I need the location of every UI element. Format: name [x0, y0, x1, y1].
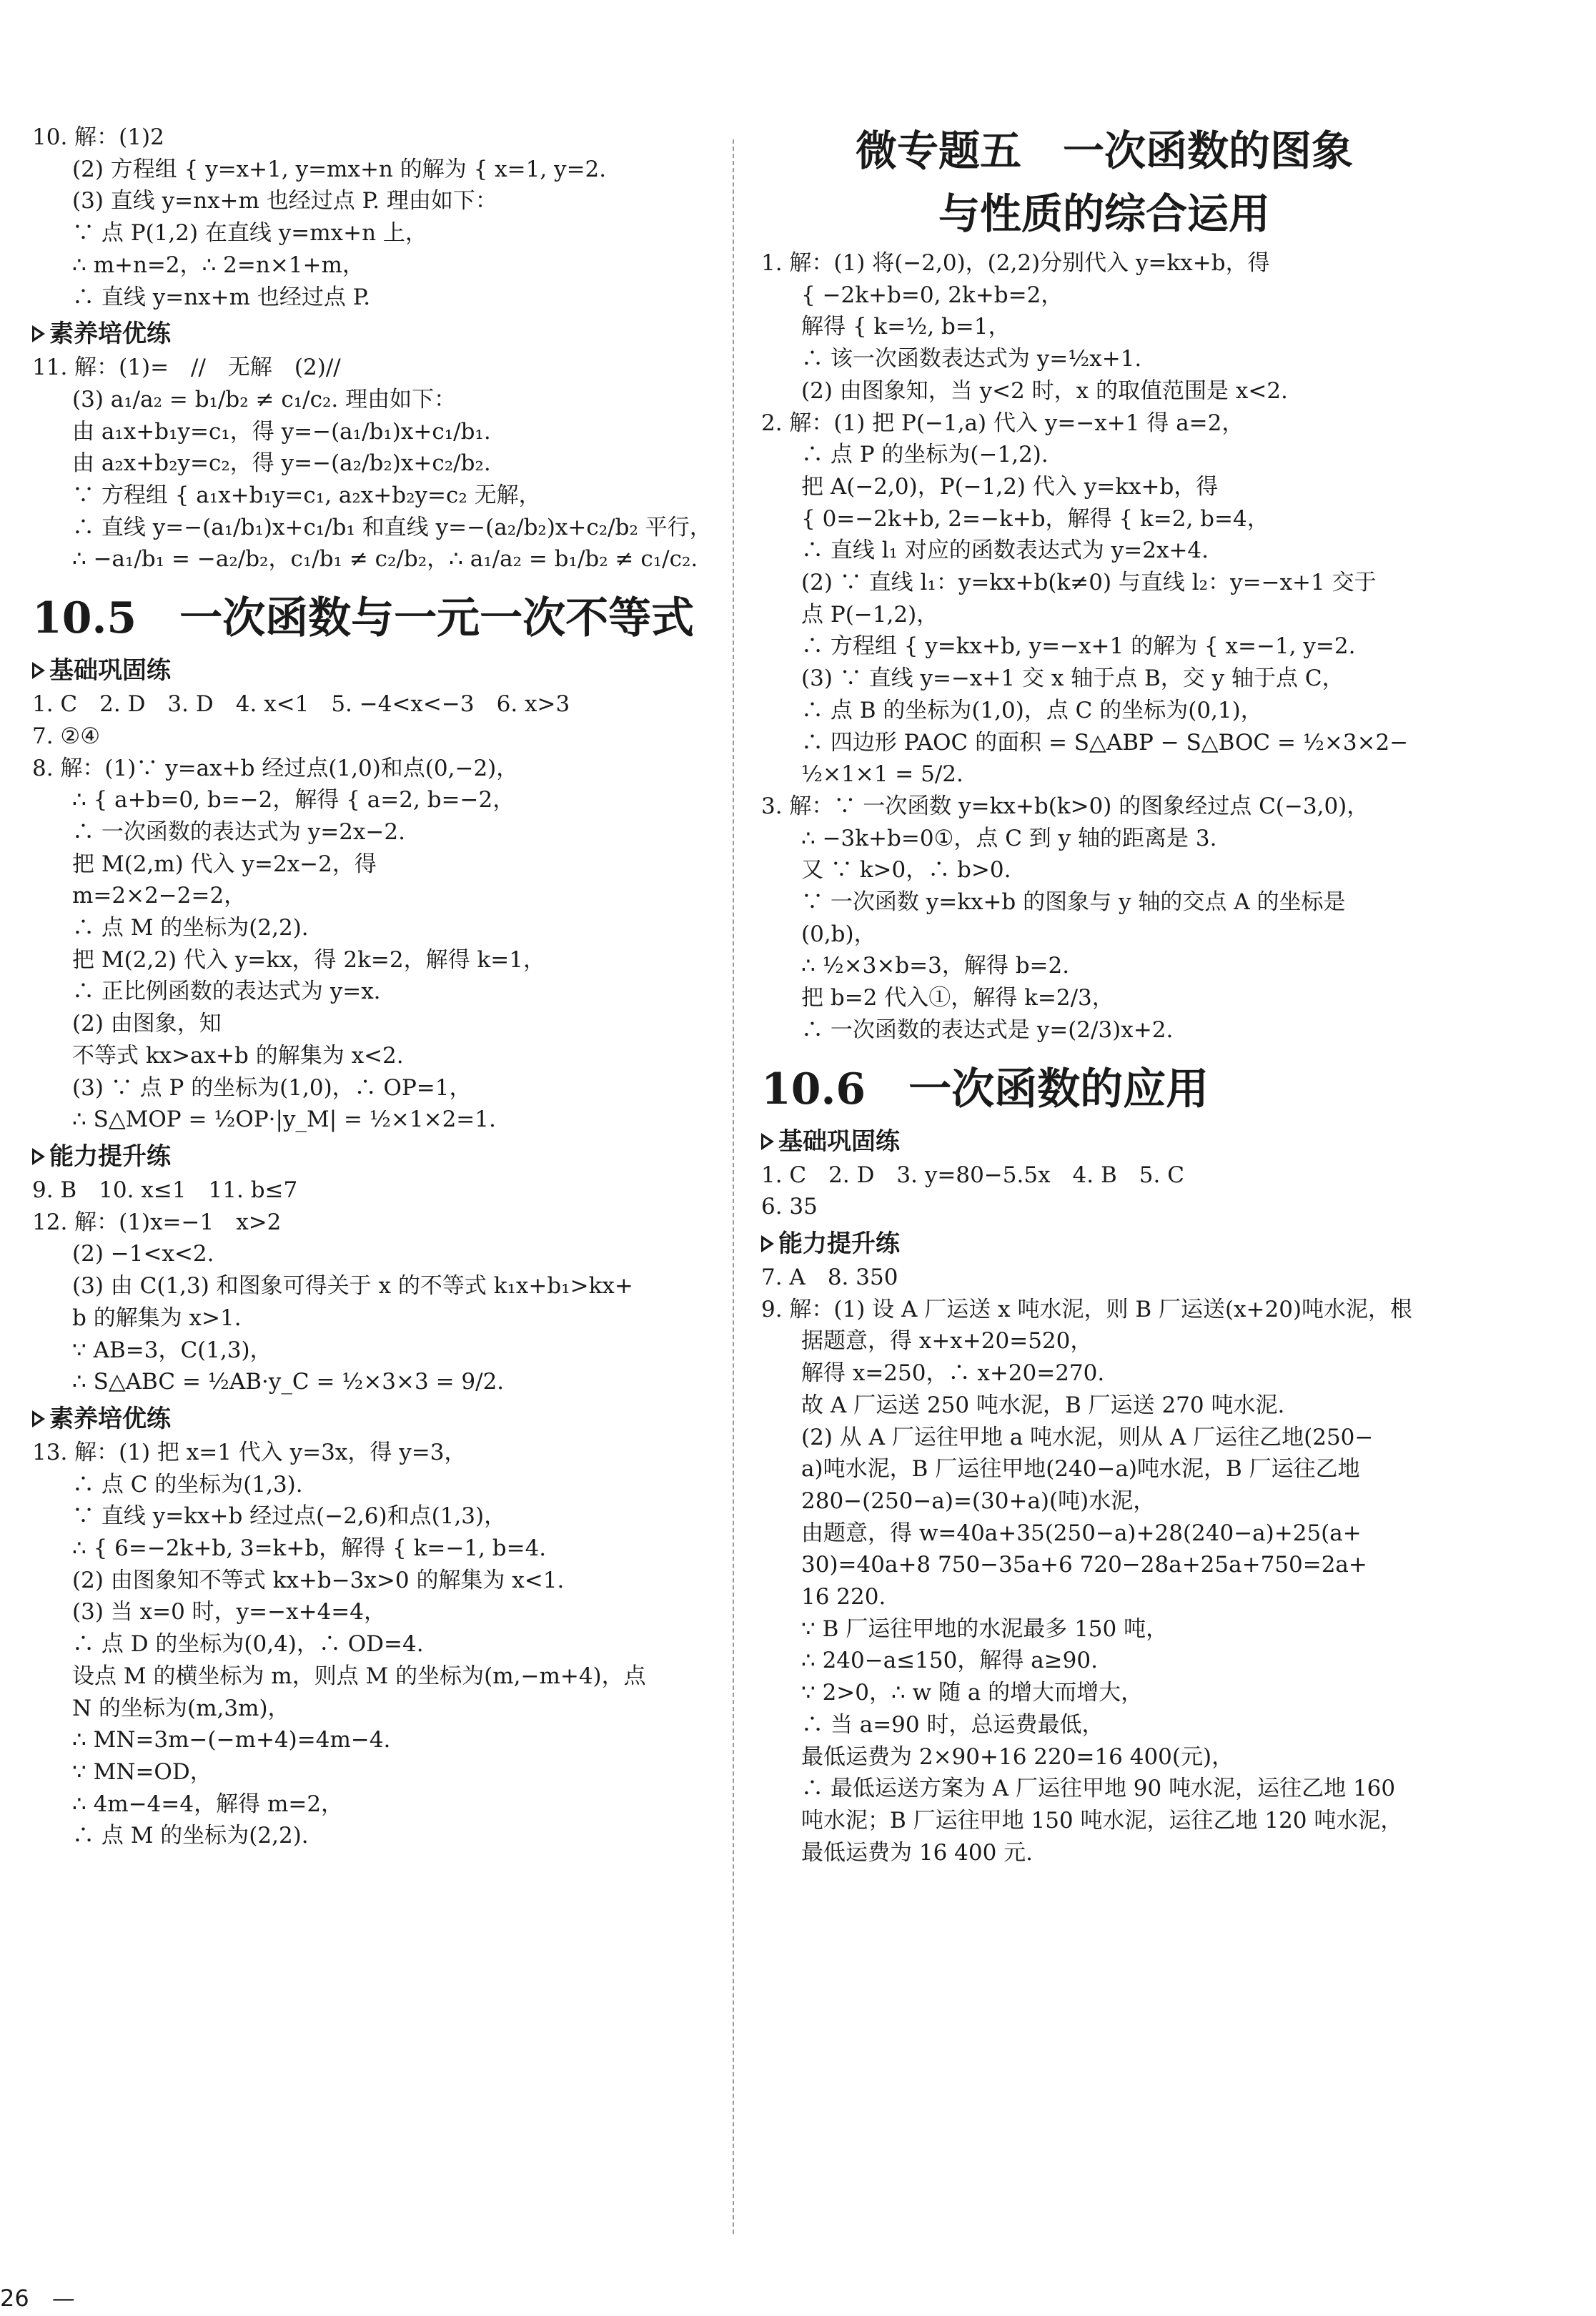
answer-line: (3) ∵ 直线 y=−x+1 交 x 轴于点 B，交 y 轴于点 C， — [801, 665, 1344, 692]
chapter-title: 10.6 一次函数的应用 — [761, 1064, 1209, 1114]
answer-line: ∴ 方程组 { y=kx+b, y=−x+1 的解为 { x=−1, y=2. — [801, 633, 1356, 660]
answer-line: ∵ 直线 y=kx+b 经过点(−2,6)和点(1,3)， — [72, 1503, 507, 1530]
answer-line: 把 M(2,m) 代入 y=2x−2，得 — [72, 851, 377, 877]
answer-line: ∴ 四边形 PAOC 的面积 = S△ABP − S△BOC = ½×3×2− — [801, 729, 1409, 756]
answer-line: (3) 由 C(1,3) 和图象可得关于 x 的不等式 k₁x+b₁>kx+ — [72, 1273, 633, 1300]
answer-line: 9. 解：(1) 设 A 厂运送 x 吨水泥，则 B 厂运送(x+20)吨水泥，根 — [761, 1296, 1413, 1322]
answer-line: 6. 35 — [761, 1194, 818, 1220]
answer-line: ∴ 正比例函数的表达式为 y=x. — [72, 979, 381, 1005]
section-heading-label: 素养培优练 — [49, 1404, 171, 1433]
answer-line: 吨水泥；B 厂运往甲地 150 吨水泥，运往乙地 120 吨水泥， — [801, 1807, 1403, 1834]
section-heading-label: 基础巩固练 — [49, 656, 171, 686]
answer-line: (2) 由图象知不等式 kx+b−3x>0 的解集为 x<1. — [72, 1567, 565, 1593]
answer-line: m=2×2−2=2， — [72, 883, 247, 909]
right-column — [761, 122, 1447, 1869]
page-number: 26 — — [0, 2285, 75, 2312]
answer-line: (2) 由图象，知 — [72, 1011, 222, 1037]
answer-line: 3. 解：∵ 一次函数 y=kx+b(k>0) 的图象经过点 C(−3,0)， — [761, 793, 1369, 819]
answer-line: ∴ 当 a=90 时，总运费最低， — [801, 1711, 1104, 1738]
answer-line: 8. 解：(1)∵ y=ax+b 经过点(1,0)和点(0,−2)， — [32, 755, 519, 781]
section-heading-label: 能力提升练 — [778, 1229, 900, 1258]
answer-line: (3) 直线 y=nx+m 也经过点 P. 理由如下： — [72, 188, 497, 214]
answer-line: ∴ 一次函数的表达式为 y=2x−2. — [72, 818, 405, 845]
section-heading-label: 基础巩固练 — [778, 1127, 900, 1156]
section-heading-label: 素养培优练 — [49, 320, 171, 349]
section-heading — [32, 1139, 718, 1174]
answer-line: ∴ −a₁/b₁ = −a₂/b₂，c₁/b₁ ≠ c₂/b₂，∴ a₁/a₂ = b₁/b₂ ≠ c₁/c₂. — [72, 546, 698, 573]
answer-line: ∴ 直线 l₁ 对应的函数表达式为 y=2x+4. — [801, 538, 1209, 564]
answer-line: (3) ∵ 点 P 的坐标为(1,0)，∴ OP=1， — [72, 1074, 472, 1101]
answer-line: ∴ 点 B 的坐标为(1,0)，点 C 的坐标为(0,1)， — [801, 697, 1263, 723]
section-heading-label: 能力提升练 — [49, 1142, 171, 1171]
answer-line: ∴ 240−a≤150，解得 a≥90. — [801, 1648, 1098, 1674]
answer-line: ∴ S△ABC = ½AB·y_C = ½×3×3 = 9/2. — [72, 1369, 505, 1395]
answer-line: ½×1×1 = 5/2. — [801, 761, 963, 788]
play-triangle-icon — [32, 1410, 45, 1427]
column-divider — [733, 139, 734, 2234]
answer-line: 1. C 2. D 3. D 4. x<1 5. −4<x<−3 6. x>3 — [32, 691, 570, 718]
play-triangle-icon — [32, 325, 45, 342]
answer-line: 解得 x=250，∴ x+20=270. — [801, 1360, 1105, 1387]
answer-line: 2. 解：(1) 把 P(−1,a) 代入 y=−x+1 得 a=2， — [761, 410, 1244, 436]
answer-line: 280−(250−a)=(30+a)(吨)水泥， — [801, 1488, 1156, 1514]
answer-line: ∴ 点 P 的坐标为(−1,2). — [801, 442, 1049, 468]
answer-line: 由 a₂x+b₂y=c₂，得 y=−(a₂/b₂)x+c₂/b₂. — [72, 450, 491, 477]
play-triangle-icon — [761, 1133, 774, 1150]
answer-line: ∴ MN=3m−(−m+4)=4m−4. — [72, 1727, 391, 1753]
answer-line: ∵ MN=OD， — [72, 1758, 212, 1785]
answer-line: 1. 解：(1) 将(−2,0)，(2,2)分别代入 y=kx+b，得 — [761, 250, 1270, 276]
answer-line: (2) 由图象知，当 y<2 时，x 的取值范围是 x<2. — [801, 377, 1288, 404]
answer-line: a)吨水泥，B 厂运往甲地(240−a)吨水泥，B 厂运往乙地 — [801, 1456, 1360, 1483]
answer-line: 16 220. — [801, 1584, 886, 1610]
answer-line: 30)=40a+8 750−35a+6 720−28a+25a+750=2a+ — [801, 1552, 1367, 1578]
answer-line: (2) 从 A 厂运往甲地 a 吨水泥，则从 A 厂运往乙地(250− — [801, 1424, 1374, 1450]
answer-line: (0,b)， — [801, 921, 876, 947]
answer-line: b 的解集为 x>1. — [72, 1305, 242, 1331]
answer-line: 点 P(−1,2)， — [801, 601, 939, 628]
play-triangle-icon — [32, 1148, 45, 1165]
chapter-title: 10.5 一次函数与一元一次不等式 — [32, 593, 695, 644]
answer-line: 把 b=2 代入①，解得 k=2/3， — [801, 985, 1114, 1011]
answer-line: 7. ②④ — [32, 723, 101, 749]
answer-line: ∴ 点 M 的坐标为(2,2). — [72, 915, 309, 941]
answer-line: 又 ∵ k>0，∴ b>0. — [801, 857, 1011, 884]
answer-line: 13. 解：(1) 把 x=1 代入 y=3x，得 y=3， — [32, 1439, 467, 1465]
answer-line: 12. 解：(1)x=−1 x>2 — [32, 1209, 282, 1235]
answer-line: ∵ 点 P(1,2) 在直线 y=mx+n 上， — [72, 220, 427, 247]
section-heading — [761, 1124, 1447, 1159]
section-heading — [32, 316, 718, 352]
answer-line: ∴ 点 M 的坐标为(2,2). — [72, 1823, 309, 1849]
section-heading — [32, 653, 718, 688]
answer-line: 由题意，得 w=40a+35(250−a)+28(240−a)+25(a+ — [801, 1520, 1362, 1546]
answer-line: 故 A 厂运送 250 吨水泥，B 厂运送 270 吨水泥. — [801, 1392, 1285, 1418]
answer-line: 把 M(2,2) 代入 y=kx，得 2k=2，解得 k=1， — [72, 946, 545, 973]
section-heading — [32, 1401, 718, 1437]
answer-line: 不等式 kx>ax+b 的解集为 x<2. — [72, 1042, 404, 1069]
section-heading — [761, 1226, 1447, 1262]
answer-line: (3) a₁/a₂ = b₁/b₂ ≠ c₁/c₂. 理由如下： — [72, 386, 457, 412]
answer-line: { 0=−2k+b, 2=−k+b，解得 { k=2, b=4， — [801, 505, 1269, 532]
answer-line: ∵ B 厂运往甲地的水泥最多 150 吨， — [801, 1615, 1169, 1642]
answer-line: (2) ∵ 直线 l₁：y=kx+b(k≠0) 与直线 l₂：y=−x+1 交于 — [801, 570, 1377, 596]
special-topic-title: 微专题五 一次函数的图象 — [855, 127, 1353, 175]
answer-line: 11. 解：(1)= // 无解 (2)// — [32, 355, 341, 381]
special-topic-title: 与性质的综合运用 — [938, 189, 1270, 238]
answer-line: ∵ 方程组 { a₁x+b₁y=c₁, a₂x+b₂y=c₂ 无解， — [72, 482, 541, 509]
answer-line: ∴ 直线 y=nx+m 也经过点 P. — [72, 284, 371, 310]
answer-line: ∴ 直线 y=−(a₁/b₁)x+c₁/b₁ 和直线 y=−(a₂/b₂)x+c₂/b₂ 平行， — [72, 514, 712, 540]
play-triangle-icon — [761, 1235, 774, 1252]
answer-line: 10. 解：(1)2 — [32, 124, 164, 150]
answer-line: ∴ { a+b=0, b=−2，解得 { a=2, b=−2， — [72, 787, 515, 813]
answer-line: 9. B 10. x≤1 11. b≤7 — [32, 1177, 298, 1203]
answer-line: 7. A 8. 350 — [761, 1264, 898, 1290]
answer-line: ∴ 一次函数的表达式是 y=(2/3)x+2. — [801, 1016, 1174, 1043]
answer-line: 最低运费为 16 400 元. — [801, 1839, 1034, 1866]
answer-line: (2) 方程组 { y=x+1, y=mx+n 的解为 { x=1, y=2. — [72, 156, 607, 182]
answer-line: 解得 { k=½, b=1， — [801, 314, 1011, 340]
answer-line: ∴ m+n=2，∴ 2=n×1+m， — [72, 252, 365, 278]
answer-line: 1. C 2. D 3. y=80−5.5x 4. B 5. C — [761, 1162, 1184, 1188]
left-column — [32, 122, 718, 1852]
answer-line: ∵ 一次函数 y=kx+b 的图象与 y 轴的交点 A 的坐标是 — [801, 889, 1346, 916]
answer-line: 由 a₁x+b₁y=c₁，得 y=−(a₁/b₁)x+c₁/b₁. — [72, 418, 491, 445]
answer-line: ∴ S△MOP = ½OP·|y_M| = ½×1×2=1. — [72, 1107, 496, 1133]
answer-line: ∵ AB=3，C(1,3)， — [72, 1337, 272, 1363]
answer-line: ∴ −3k+b=0①，点 C 到 y 轴的距离是 3. — [801, 825, 1217, 851]
answer-line: ∴ 4m−4=4，解得 m=2， — [72, 1791, 344, 1817]
answer-line: ∴ 点 C 的坐标为(1,3). — [72, 1471, 303, 1498]
answer-line: ∴ 最低运送方案为 A 厂运往甲地 90 吨水泥，运往乙地 160 — [801, 1776, 1396, 1802]
answer-line: 把 A(−2,0)，P(−1,2) 代入 y=kx+b，得 — [801, 473, 1219, 500]
answer-line: 设点 M 的横坐标为 m，则点 M 的坐标为(m,−m+4)，点 — [72, 1663, 646, 1689]
answer-line: N 的坐标为(m,3m)， — [72, 1695, 290, 1721]
answer-line: ∵ 2>0，∴ w 随 a 的增大而增大， — [801, 1680, 1144, 1706]
answer-line: { −2k+b=0, 2k+b=2， — [801, 282, 1064, 308]
answer-line: (3) 当 x=0 时，y=−x+4=4， — [72, 1599, 386, 1625]
answer-line: ∴ { 6=−2k+b, 3=k+b，解得 { k=−1, b=4. — [72, 1535, 547, 1562]
answer-line: ∴ 点 D 的坐标为(0,4)，∴ OD=4. — [72, 1631, 424, 1658]
answer-line: ∴ 该一次函数表达式为 y=½x+1. — [801, 346, 1142, 372]
answer-line: (2) −1<x<2. — [72, 1241, 214, 1267]
play-triangle-icon — [32, 662, 45, 679]
answer-line: 据题意，得 x+x+20=520， — [801, 1328, 1093, 1355]
answer-line: ∴ ½×3×b=3，解得 b=2. — [801, 953, 1070, 979]
answer-line: 最低运费为 2×90+16 220=16 400(元)， — [801, 1743, 1234, 1770]
